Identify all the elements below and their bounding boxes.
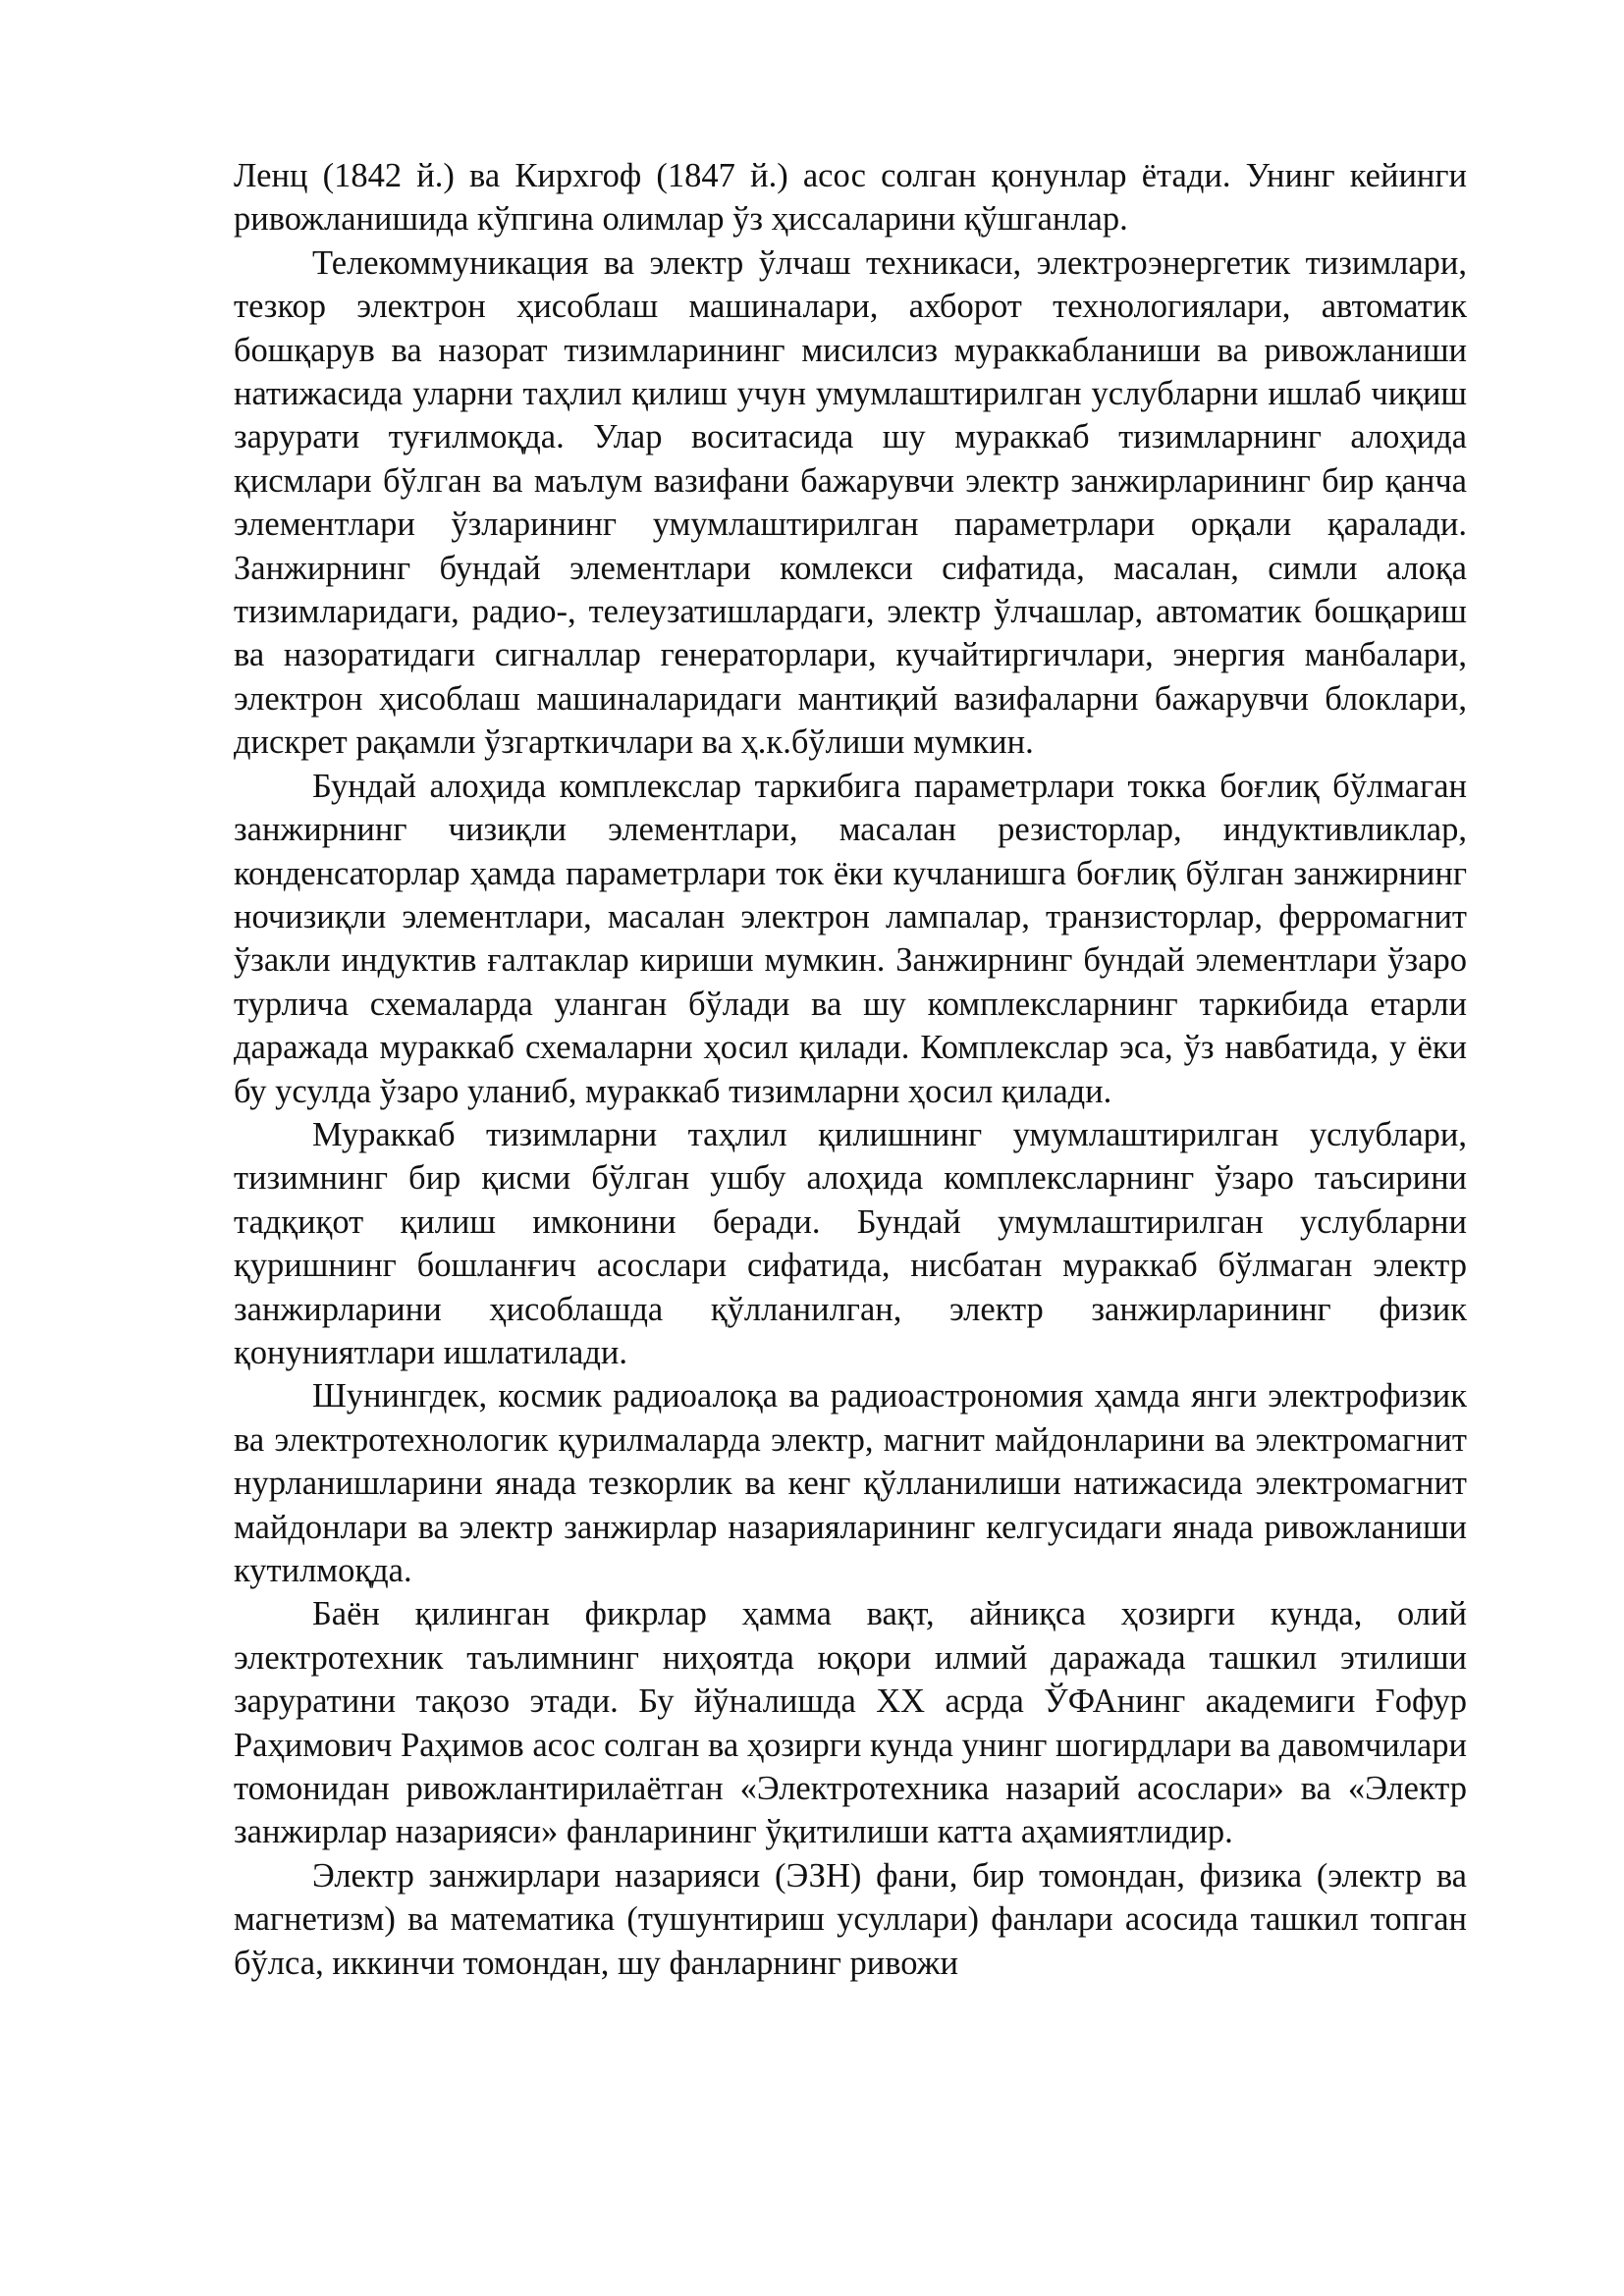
- body-text: [234, 154, 1467, 1985]
- paragraph-7: Электр занжирлари назарияси (ЭЗН) фани, бир томондан, физика (электр ва магнетизм) ва математика (тушунтириш усуллари) фанлари асосида ташкил топган бўлса, иккинчи томондан, шу фанларнинг ривожи: [234, 1856, 1467, 1982]
- paragraph-6: Баён қилинган фикрлар ҳамма вақт, айниқса ҳозирги кунда, олий электротехник таълимнинг ниҳоятда юқори илмий даражада ташкил этилиши заруратини тақозо этади. Бу йўналишда XX асрда ЎФАнинг академиги Ғофур Раҳимович Раҳимов асос солган ва ҳозирги кунда унинг шогирдлари ва давомчилари томонидан ривожлантирилаётган «Электротехника назарий асослари» ва «Электр занжирлар назарияси» фанларининг ўқитилиши катта аҳамиятлидир.: [234, 1595, 1467, 1851]
- paragraph-3: Бундай алоҳида комплекслар таркибига параметрлари токка боғлиқ бўлмаган занжирнинг чизиқли элементлари, масалан резисторлар, индуктивликлар, конденсаторлар ҳамда параметрлари ток ёки кучланишга боғлиқ бўлган занжирнинг ночизиқли элементлари, масалан электрон лампалар, транзисторлар, ферромагнит ўзакли индуктив ғалтаклар кириши мумкин. Занжирнинг бундай элементлари ўзаро турлича схемаларда уланган бўлади ва шу комплексларнинг таркибида етарли даражада мураккаб схемаларни ҳосил қилади. Комплекслар эса, ўз навбатида, у ёки бу усулда ўзаро уланиб, мураккаб тизимларни ҳосил қилади.: [234, 767, 1467, 1110]
- paragraph-2: Телекоммуникация ва электр ўлчаш техникаси, электроэнергетик тизимлари, тезкор электрон ҳисоблаш машиналари, ахборот технологиялари, автоматик бошқарув ва назорат тизимларининг мисилсиз мураккабланиши ва ривожланиши натижасида уларни таҳлил қилиш учун умумлаштирилган услубларни ишлаб чиқиш зарурати туғилмоқда. Улар воситасида шу мураккаб тизимларнинг алоҳида қисмлари бўлган ва маълум вазифани бажарувчи электр занжирларининг бир қанча элементлари ўзларининг умумлаштирилган параметрлари орқали қаралади. Занжирнинг бундай элементлари комлекси сифатида, масалан, симли алоқа тизимларидаги, радио-, телеузатишлардаги, электр ўлчашлар, автоматик бошқариш ва назоратидаги сигналлар генераторлари, кучайтиргичлари, энергия манбалари, электрон ҳисоблаш машиналаридаги мантиқий вазифаларни бажарувчи блоклари, дискрет рақамли ўзгарткичлари ва ҳ.к.бўлиши мумкин.: [234, 243, 1467, 762]
- paragraph-4: Мураккаб тизимларни таҳлил қилишнинг умумлаштирилган услублари, тизимнинг бир қисми бўлган ушбу алоҳида комплексларнинг ўзаро таъсирини тадқиқот қилиш имконини беради. Бундай умумлаштирилган услубларни қуришнинг бошланғич асослари сифатида, нисбатан мураккаб бўлмаган электр занжирларини ҳисоблашда қўлланилган, электр занжирларининг физик қонуниятлари ишлатилади.: [234, 1115, 1467, 1371]
- paragraph-5: Шунингдек, космик радиоалоқа ва радиоастрономия ҳамда янги электрофизик ва электротехнологик қурилмаларда электр, магнит майдонларини ва электромагнит нурланишларини янада тезкорлик ва кенг қўлланилиши натижасида электромагнит майдонлари ва электр занжирлар назарияларининг келгусидаги янада ривожланиши кутилмоқда.: [234, 1377, 1467, 1589]
- paragraph-1: Ленц (1842 й.) ва Кирхгоф (1847 й.) асос солган қонунлар ётади. Унинг кейинги ривожланишида кўпгина олимлар ўз ҳиссаларини қўшганлар.: [234, 157, 1467, 239]
